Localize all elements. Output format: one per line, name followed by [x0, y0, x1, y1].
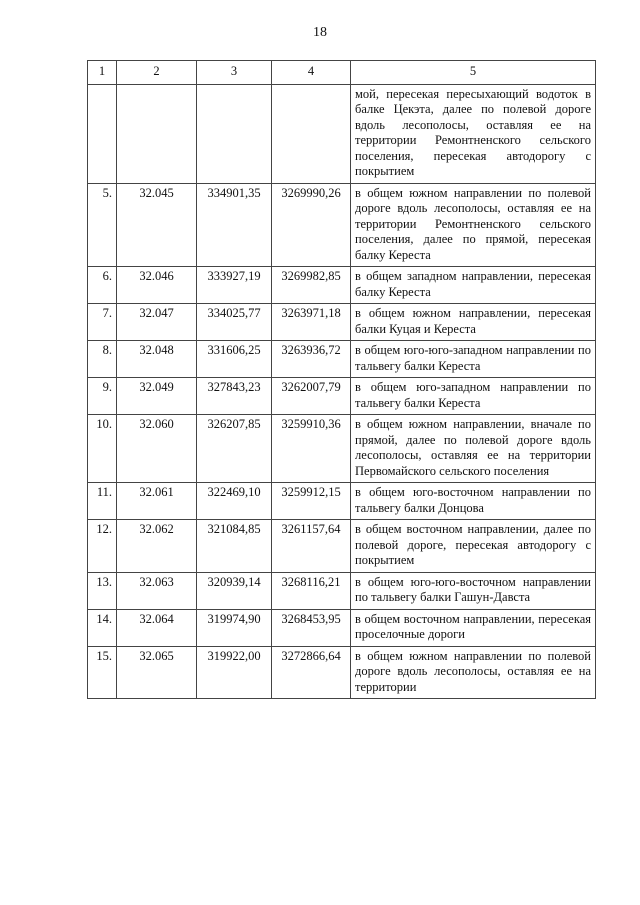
- point-id-text: 32.064: [139, 611, 174, 626]
- x-coordinate-cell: [197, 267, 272, 304]
- table-row: [88, 304, 596, 341]
- point-id-text: 32.065: [139, 648, 174, 663]
- x-coordinate-cell: [197, 572, 272, 609]
- description-text: в общем южном направлении по полевой дороге вдоль лесополосы, оставляя ее на территории: [355, 648, 591, 694]
- description-cell: [351, 572, 596, 609]
- description-cell: [351, 84, 596, 183]
- point-id-cell: [117, 378, 197, 415]
- row-number-text: 9.: [102, 380, 112, 394]
- y-coordinate-text: 3263971,18: [281, 306, 341, 320]
- row-number-cell: [88, 520, 117, 573]
- y-coordinate-cell: [272, 84, 351, 183]
- boundary-table: [87, 60, 596, 699]
- description-text: в общем западном направлении, пересекая балку Кереста: [355, 269, 591, 299]
- x-coordinate-text: 319974,90: [207, 611, 261, 626]
- row-number-cell: [88, 304, 117, 341]
- row-number-text: 6.: [102, 269, 112, 283]
- point-id-text: 32.049: [139, 380, 174, 394]
- description-cell: [351, 304, 596, 341]
- row-number-cell: [88, 378, 117, 415]
- x-coordinate-text: 326207,85: [207, 417, 261, 431]
- row-number-text: 15.: [96, 648, 112, 663]
- x-coordinate-text: 331606,25: [207, 343, 261, 357]
- point-id-cell: [117, 415, 197, 483]
- y-coordinate-text: 3261157,64: [281, 522, 341, 536]
- table-row: [88, 341, 596, 378]
- description-text: в общем юго-юго-восточном направлении по тальвегу балки Гашун-Давста: [355, 574, 591, 604]
- row-number-cell: [88, 415, 117, 483]
- point-id-cell: [117, 483, 197, 520]
- x-coordinate-cell: [197, 520, 272, 573]
- row-number-cell: [88, 84, 117, 183]
- point-id-cell: [117, 84, 197, 183]
- description-cell: [351, 483, 596, 520]
- point-id-text: 32.061: [139, 485, 174, 499]
- description-cell: [351, 646, 596, 699]
- y-coordinate-cell: [272, 378, 351, 415]
- row-number-text: 12.: [96, 522, 112, 536]
- x-coordinate-cell: [197, 304, 272, 341]
- point-id-text: 32.063: [139, 574, 174, 589]
- description-cell: [351, 183, 596, 267]
- table-row: [88, 520, 596, 573]
- header-cell-2: 2: [117, 61, 197, 85]
- row-number-text: 7.: [102, 306, 112, 320]
- x-coordinate-text: 334025,77: [207, 306, 261, 320]
- description-cell: [351, 609, 596, 646]
- description-text: в общем восточном направлении, пересекая проселочные дороги: [355, 611, 591, 641]
- row-number-text: 11.: [96, 485, 112, 499]
- header-cell-4: 4: [272, 61, 351, 85]
- x-coordinate-cell: [197, 378, 272, 415]
- point-id-cell: [117, 609, 197, 646]
- y-coordinate-cell: [272, 267, 351, 304]
- row-number-cell: [88, 341, 117, 378]
- table-body: [88, 61, 596, 699]
- description-cell: [351, 267, 596, 304]
- y-coordinate-text: 3269982,85: [281, 269, 341, 283]
- table-row: [88, 646, 596, 699]
- row-number-text: 8.: [102, 343, 112, 357]
- description-text: в общем юго-юго-западном направлении по тальвегу балки Кереста: [355, 343, 591, 373]
- y-coordinate-text: 3268453,95: [281, 611, 341, 626]
- point-id-cell: [117, 520, 197, 573]
- x-coordinate-text: 321084,85: [207, 522, 261, 536]
- x-coordinate-text: 333927,19: [207, 269, 261, 283]
- y-coordinate-cell: [272, 483, 351, 520]
- y-coordinate-cell: [272, 415, 351, 483]
- point-id-text: 32.045: [139, 185, 174, 200]
- y-coordinate-cell: [272, 609, 351, 646]
- table-row: [88, 183, 596, 267]
- row-number-text: 10.: [96, 417, 112, 431]
- y-coordinate-cell: [272, 646, 351, 699]
- row-number-cell: [88, 483, 117, 520]
- x-coordinate-text: 334901,35: [207, 185, 261, 200]
- table-header-row: [88, 61, 596, 85]
- description-text: в общем южном направлении, вначале по прямой, далее по полевой дороге вдоль лесополосы, оставляя ее на территории Первомайского сельского поселения: [355, 417, 591, 478]
- x-coordinate-text: 319922,00: [207, 648, 261, 663]
- table-row: [88, 378, 596, 415]
- x-coordinate-cell: [197, 415, 272, 483]
- page-number: 18: [313, 25, 327, 40]
- point-id-cell: [117, 341, 197, 378]
- description-cell: [351, 415, 596, 483]
- point-id-cell: [117, 267, 197, 304]
- y-coordinate-cell: [272, 183, 351, 267]
- table-row: [88, 84, 596, 183]
- row-number-text: 14.: [96, 611, 112, 626]
- x-coordinate-cell: [197, 646, 272, 699]
- point-id-cell: [117, 183, 197, 267]
- table-row: [88, 483, 596, 520]
- y-coordinate-text: 3259910,36: [281, 417, 341, 431]
- y-coordinate-cell: [272, 304, 351, 341]
- y-coordinate-text: 3259912,15: [281, 485, 341, 499]
- point-id-text: 32.048: [139, 343, 174, 357]
- row-number-cell: [88, 646, 117, 699]
- description-text: в общем юго-восточном направлении по тальвегу балки Донцова: [355, 485, 591, 515]
- description-cell: [351, 378, 596, 415]
- table-row: [88, 609, 596, 646]
- y-coordinate-cell: [272, 341, 351, 378]
- description-text: в общем юго-западном направлении по тальвегу балки Кереста: [355, 380, 591, 410]
- point-id-cell: [117, 646, 197, 699]
- point-id-text: 32.062: [139, 522, 174, 536]
- point-id-cell: [117, 572, 197, 609]
- row-number-cell: [88, 183, 117, 267]
- point-id-text: 32.047: [139, 306, 174, 320]
- row-number-text: 5.: [102, 185, 112, 200]
- table-row: [88, 267, 596, 304]
- x-coordinate-cell: [197, 341, 272, 378]
- header-cell-3: 3: [197, 61, 272, 85]
- x-coordinate-cell: [197, 183, 272, 267]
- y-coordinate-text: 3268116,21: [281, 574, 341, 589]
- row-number-cell: [88, 267, 117, 304]
- description-text: в общем южном направлении, пересекая балки Куцая и Кереста: [355, 306, 591, 336]
- y-coordinate-cell: [272, 572, 351, 609]
- x-coordinate-cell: [197, 483, 272, 520]
- description-cell: [351, 341, 596, 378]
- x-coordinate-text: 322469,10: [207, 485, 261, 499]
- description-cell: [351, 520, 596, 573]
- x-coordinate-text: 327843,23: [207, 380, 261, 394]
- header-cell-5: 5: [351, 61, 596, 85]
- row-number-text: 13.: [96, 574, 112, 589]
- point-id-text: 32.060: [139, 417, 174, 431]
- table-row: [88, 415, 596, 483]
- description-text: в общем восточном направлении, далее по полевой дороге, пересекая автодорогу с покрытием: [355, 522, 591, 567]
- x-coordinate-text: 320939,14: [207, 574, 261, 589]
- y-coordinate-cell: [272, 520, 351, 573]
- point-id-text: 32.046: [139, 269, 174, 283]
- row-number-cell: [88, 609, 117, 646]
- y-coordinate-text: 3272866,64: [281, 648, 341, 663]
- description-text: мой, пересекая пересыхающий водоток в балке Цекэта, далее по полевой дороге вдоль лесополосы, оставляя ее на территории Ремонтненского сельского поселения, пересекая автодорогу с покрытием: [355, 86, 591, 178]
- x-coordinate-cell: [197, 609, 272, 646]
- point-id-cell: [117, 304, 197, 341]
- header-cell-1: 1: [88, 61, 117, 85]
- table-row: [88, 572, 596, 609]
- x-coordinate-cell: [197, 84, 272, 183]
- y-coordinate-text: 3269990,26: [281, 185, 341, 200]
- description-text: в общем южном направлении по полевой дороге вдоль лесополосы, оставляя ее на территории Ремонтненского сельского поселения, далее по прямой, пересекая балку Кереста: [355, 185, 591, 262]
- y-coordinate-text: 3262007,79: [281, 380, 341, 394]
- y-coordinate-text: 3263936,72: [281, 343, 341, 357]
- row-number-cell: [88, 572, 117, 609]
